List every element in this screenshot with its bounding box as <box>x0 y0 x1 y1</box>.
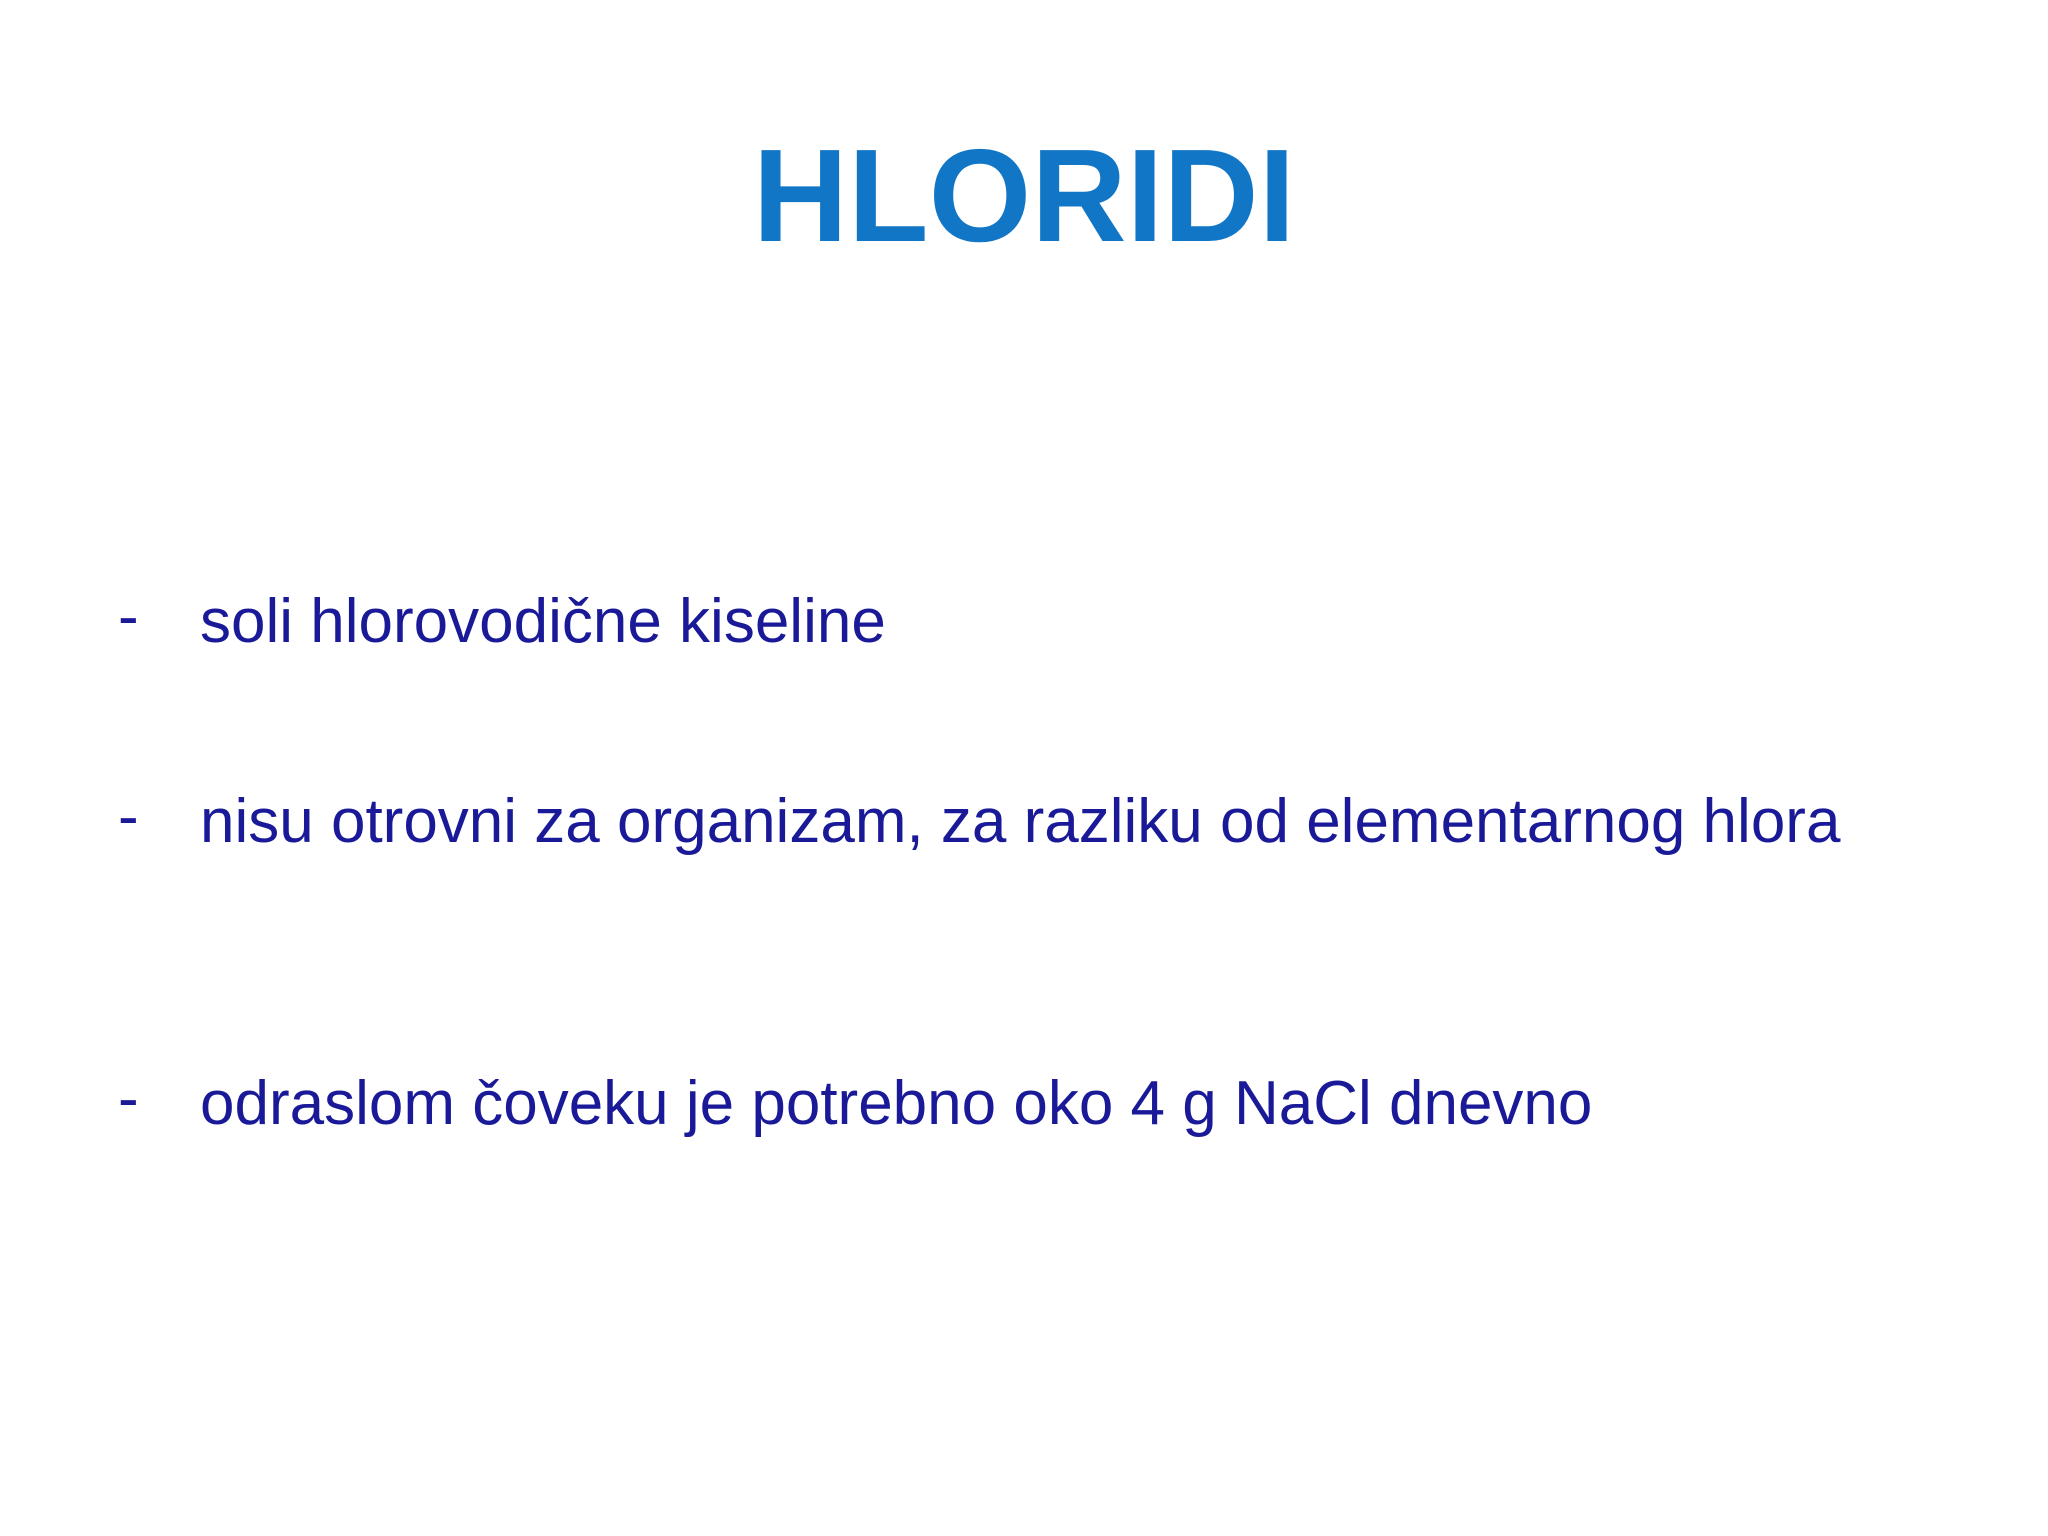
bullet-item-2 <box>118 780 1900 864</box>
bullet-text-2: nisu otrovni za organizam, za razliku od elementarnog hlora <box>200 787 1841 856</box>
bullet-text-1: soli hlorovodične kiseline <box>200 587 886 656</box>
bullet-item-1 <box>118 580 1900 664</box>
dash-bullet-icon: - <box>118 1064 139 1133</box>
slide-title: HLORIDI <box>752 122 1296 269</box>
dash-bullet-icon: - <box>118 582 139 651</box>
bullet-item-3 <box>118 1062 1900 1146</box>
dash-bullet-icon: - <box>118 782 139 851</box>
bullet-text-3: odraslom čoveku je potrebno oko 4 g NaCl dnevno <box>200 1069 1593 1138</box>
